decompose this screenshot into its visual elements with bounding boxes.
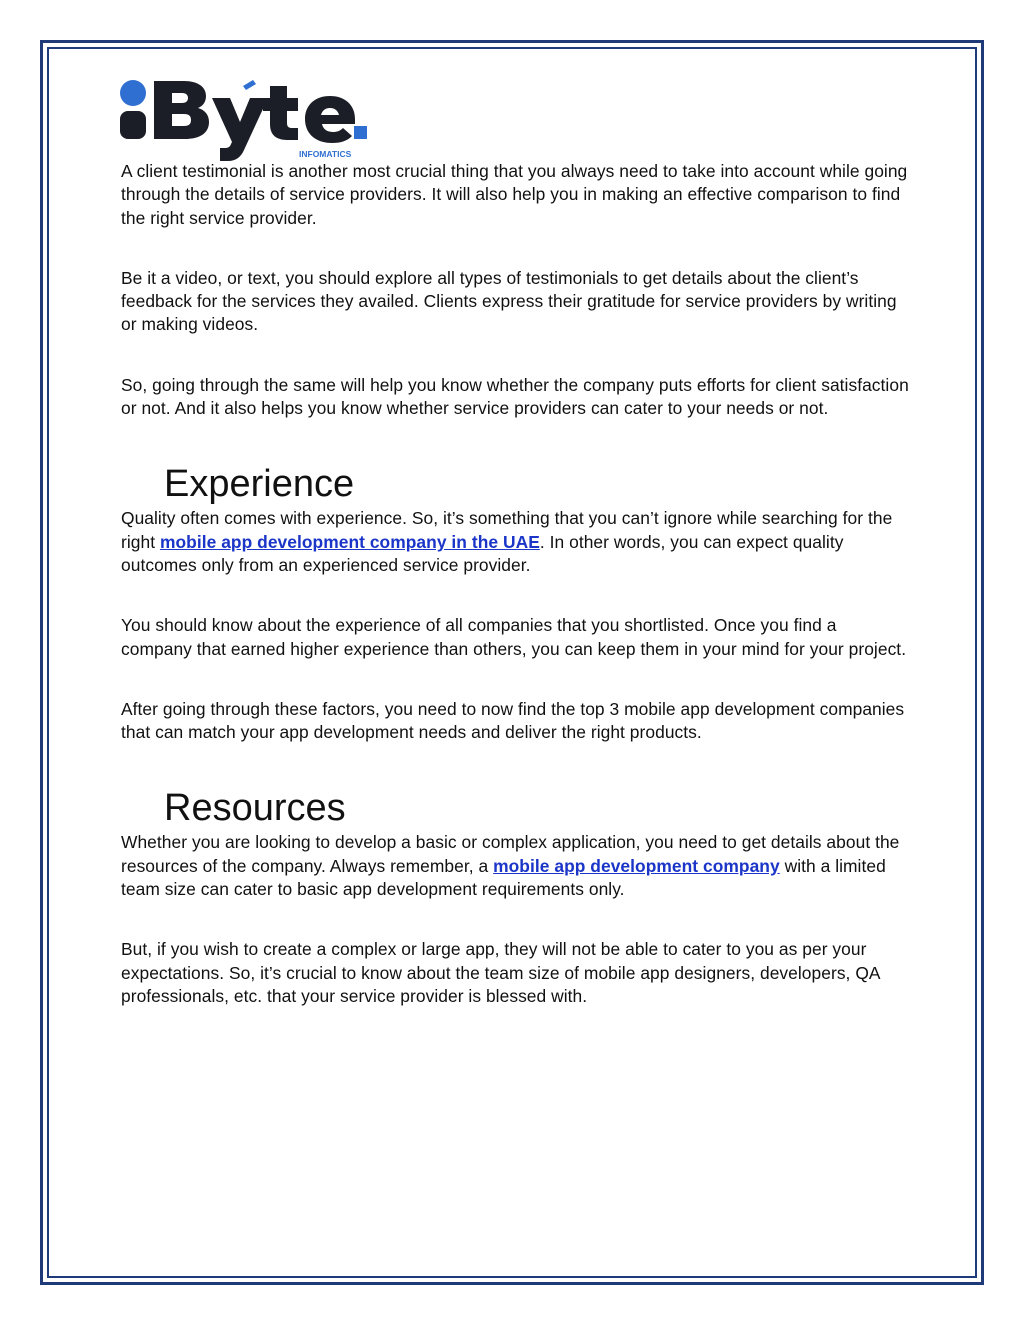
paragraph-resources-1: [121, 831, 911, 901]
paragraph-testimonial-1: A client testimonial is another most crucial thing that you always need to take into account while going through the details of service providers. It will also help you in making an effective comparison to find the right service provider.: [121, 161, 908, 228]
ibyte-logo: [118, 76, 370, 162]
heading-resources: Resources: [164, 787, 346, 830]
logo-square: [354, 126, 367, 139]
logo-accent: [243, 80, 256, 90]
logo-letter-y: [212, 98, 268, 161]
logo-dot: [120, 80, 146, 106]
link-mobile-app-development-company[interactable]: mobile app development company: [493, 855, 780, 876]
paragraph-testimonial-3: So, going through the same will help you know whether the company puts efforts for client satisfaction or not. And it also helps you know whether service providers can cater to your needs or not.: [121, 374, 909, 419]
logo-letter-e: [305, 96, 355, 143]
document-body: [121, 160, 911, 1008]
paragraph-experience-2: You should know about the experience of all companies that you shortlisted. Once you find a company that earned higher experience than others, you can keep them in your mind for your project.: [121, 615, 907, 659]
logo-subtext: INFOMATICS: [299, 149, 352, 159]
paragraph-experience-1: [121, 507, 911, 577]
paragraph-experience-3: After going through these factors, you need to now find the top 3 mobile app development companies that can match your app development needs and deliver the right products.: [121, 698, 905, 743]
logo-letter-b: [154, 81, 209, 139]
logo-i-stem: [120, 111, 146, 139]
paragraph-testimonial-2: Be it a video, or text, you should explore all types of testimonials to get details about the client’s feedback for the services they availed. Clients express their gratitude for service providers by writing or making videos.: [121, 267, 897, 335]
text-segment: with a limited team size can cater to basic app development requirements only.: [121, 855, 886, 900]
text-segment: Whether you are looking to develop a basic or complex application, you need to get details about the resources of the company. Always remember, a: [121, 832, 900, 876]
heading-experience: Experience: [164, 463, 355, 506]
paragraph-resources-2: But, if you wish to create a complex or large app, they will not be able to cater to you as per your expectations. So, it’s crucial to know about the team size of mobile app designers, developers, QA professionals, etc. that your service provider is blessed with.: [121, 939, 880, 1006]
text-segment: . In other words, you can expect quality outcomes only from an experienced service provider.: [121, 531, 844, 575]
logo-letter-t: [263, 86, 298, 140]
link-mobile-app-development-company-uae[interactable]: mobile app development company in the UAE: [159, 531, 540, 552]
text-segment: Quality often comes with experience. So, it’s something that you can’t ignore while searching for the right: [121, 508, 893, 552]
